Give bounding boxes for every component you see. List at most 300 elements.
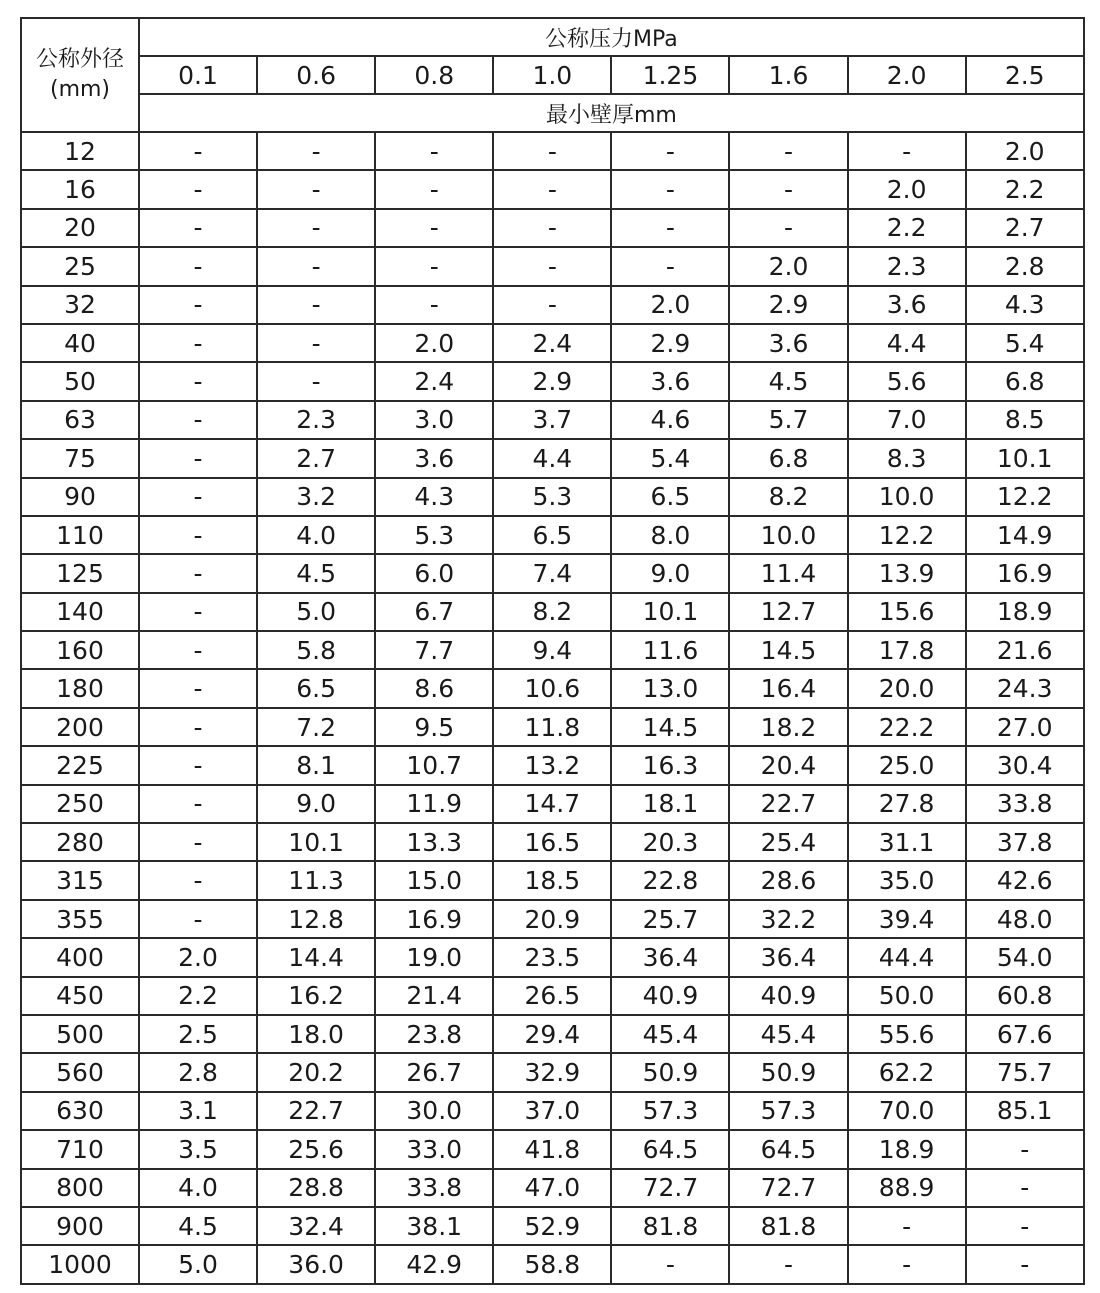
pressure-column-header: 1.6 — [729, 56, 847, 94]
wall-thickness-cell: 2.8 — [966, 247, 1084, 285]
wall-thickness-cell: 11.6 — [611, 631, 729, 669]
wall-thickness-cell: 5.4 — [966, 324, 1084, 362]
wall-thickness-cell: 33.0 — [375, 1130, 493, 1168]
wall-thickness-cell: - — [139, 132, 257, 170]
wall-thickness-cell: 10.0 — [729, 516, 847, 554]
wall-thickness-cell: - — [611, 1245, 729, 1283]
pressure-column-header: 0.8 — [375, 56, 493, 94]
wall-thickness-cell: 18.0 — [257, 1015, 375, 1053]
wall-thickness-cell: - — [139, 823, 257, 861]
wall-thickness-cell: 8.1 — [257, 746, 375, 784]
table-row — [21, 516, 1084, 554]
outer-diameter-cell: 500 — [21, 1015, 139, 1053]
table-row — [21, 554, 1084, 592]
wall-thickness-cell: 2.2 — [139, 977, 257, 1015]
wall-thickness-cell: 4.0 — [257, 516, 375, 554]
wall-thickness-cell: 30.4 — [966, 746, 1084, 784]
wall-thickness-cell: - — [375, 209, 493, 247]
wall-thickness-cell: 35.0 — [848, 861, 966, 899]
wall-thickness-cell: 16.2 — [257, 977, 375, 1015]
pressure-column-header: 0.1 — [139, 56, 257, 94]
table-row — [21, 1092, 1084, 1130]
wall-thickness-cell: - — [848, 1245, 966, 1283]
pressure-column-header: 1.25 — [611, 56, 729, 94]
wall-thickness-cell: - — [139, 362, 257, 400]
wall-thickness-cell: 16.3 — [611, 746, 729, 784]
table-row — [21, 1053, 1084, 1091]
outer-diameter-header — [21, 18, 139, 132]
wall-thickness-cell: 5.4 — [611, 439, 729, 477]
wall-thickness-cell: - — [139, 785, 257, 823]
wall-thickness-cell: 7.0 — [848, 401, 966, 439]
table-row — [21, 631, 1084, 669]
wall-thickness-cell: 20.4 — [729, 746, 847, 784]
wall-thickness-cell: - — [139, 324, 257, 362]
outer-diameter-cell: 225 — [21, 746, 139, 784]
wall-thickness-cell: 5.3 — [375, 516, 493, 554]
wall-thickness-cell: 58.8 — [493, 1245, 611, 1283]
outer-diameter-cell: 315 — [21, 861, 139, 899]
wall-thickness-cell: 26.5 — [493, 977, 611, 1015]
wall-thickness-cell: 10.1 — [966, 439, 1084, 477]
wall-thickness-cell: 31.1 — [848, 823, 966, 861]
wall-thickness-cell: 40.9 — [729, 977, 847, 1015]
pressure-column-header: 1.0 — [493, 56, 611, 94]
wall-thickness-cell: - — [139, 247, 257, 285]
wall-thickness-cell: - — [257, 324, 375, 362]
wall-thickness-cell: 6.5 — [611, 478, 729, 516]
outer-diameter-cell: 710 — [21, 1130, 139, 1168]
wall-thickness-cell: 2.0 — [375, 324, 493, 362]
wall-thickness-cell: 3.6 — [729, 324, 847, 362]
wall-thickness-cell: 30.0 — [375, 1092, 493, 1130]
wall-thickness-cell: 6.5 — [493, 516, 611, 554]
wall-thickness-cell: 3.2 — [257, 478, 375, 516]
wall-thickness-cell: 16.9 — [966, 554, 1084, 592]
wall-thickness-cell: 6.8 — [729, 439, 847, 477]
wall-thickness-cell: 18.2 — [729, 708, 847, 746]
wall-thickness-cell: 3.1 — [139, 1092, 257, 1130]
wall-thickness-cell: 33.8 — [966, 785, 1084, 823]
wall-thickness-cell: 7.7 — [375, 631, 493, 669]
table-row — [21, 669, 1084, 707]
table-row — [21, 362, 1084, 400]
wall-thickness-cell: 85.1 — [966, 1092, 1084, 1130]
wall-thickness-cell: 6.5 — [257, 669, 375, 707]
wall-thickness-cell: 54.0 — [966, 938, 1084, 976]
wall-thickness-cell: 9.4 — [493, 631, 611, 669]
wall-thickness-cell: 5.3 — [493, 478, 611, 516]
wall-thickness-cell: 67.6 — [966, 1015, 1084, 1053]
table-row — [21, 170, 1084, 208]
wall-thickness-cell: 22.7 — [257, 1092, 375, 1130]
wall-thickness-cell: 29.4 — [493, 1015, 611, 1053]
wall-thickness-cell: 6.0 — [375, 554, 493, 592]
wall-thickness-cell: 50.9 — [729, 1053, 847, 1091]
wall-thickness-cell: 37.0 — [493, 1092, 611, 1130]
od-label-line1: 公称外径 — [35, 47, 124, 72]
wall-thickness-cell: 3.0 — [375, 401, 493, 439]
outer-diameter-cell: 110 — [21, 516, 139, 554]
wall-thickness-cell: - — [257, 209, 375, 247]
wall-thickness-cell: - — [139, 439, 257, 477]
wall-thickness-cell: 2.9 — [611, 324, 729, 362]
wall-thickness-cell: 16.9 — [375, 900, 493, 938]
wall-thickness-cell: 20.2 — [257, 1053, 375, 1091]
table-row — [21, 1015, 1084, 1053]
wall-thickness-cell: - — [375, 170, 493, 208]
wall-thickness-cell: 10.6 — [493, 669, 611, 707]
wall-thickness-cell: 10.1 — [257, 823, 375, 861]
wall-thickness-cell: 25.4 — [729, 823, 847, 861]
wall-thickness-cell: 81.8 — [729, 1207, 847, 1245]
outer-diameter-cell: 450 — [21, 977, 139, 1015]
wall-thickness-cell: - — [257, 362, 375, 400]
wall-thickness-cell: 4.3 — [375, 478, 493, 516]
wall-thickness-cell: 2.4 — [493, 324, 611, 362]
wall-thickness-cell: 3.6 — [375, 439, 493, 477]
wall-thickness-cell: 75.7 — [966, 1053, 1084, 1091]
wall-thickness-cell: 24.3 — [966, 669, 1084, 707]
outer-diameter-cell: 40 — [21, 324, 139, 362]
wall-thickness-cell: 70.0 — [848, 1092, 966, 1130]
wall-thickness-cell: 14.9 — [966, 516, 1084, 554]
wall-thickness-cell: 16.4 — [729, 669, 847, 707]
wall-thickness-cell: 8.0 — [611, 516, 729, 554]
wall-thickness-cell: - — [139, 209, 257, 247]
wall-thickness-cell: 4.0 — [139, 1169, 257, 1207]
wall-thickness-cell: 2.7 — [257, 439, 375, 477]
wall-thickness-cell: 4.3 — [966, 286, 1084, 324]
wall-thickness-cell: 4.5 — [729, 362, 847, 400]
wall-thickness-cell: - — [729, 170, 847, 208]
wall-thickness-cell: 23.5 — [493, 938, 611, 976]
wall-thickness-cell: - — [966, 1169, 1084, 1207]
wall-thickness-cell: 16.5 — [493, 823, 611, 861]
wall-thickness-cell: 12.2 — [966, 478, 1084, 516]
outer-diameter-cell: 25 — [21, 247, 139, 285]
wall-thickness-cell: 4.4 — [493, 439, 611, 477]
wall-thickness-cell: 28.8 — [257, 1169, 375, 1207]
outer-diameter-cell: 16 — [21, 170, 139, 208]
wall-thickness-cell: 6.7 — [375, 593, 493, 631]
wall-thickness-cell: - — [257, 132, 375, 170]
table-row — [21, 746, 1084, 784]
wall-thickness-cell: - — [139, 708, 257, 746]
wall-thickness-cell: 47.0 — [493, 1169, 611, 1207]
wall-thickness-cell: 5.6 — [848, 362, 966, 400]
outer-diameter-cell: 140 — [21, 593, 139, 631]
outer-diameter-cell: 800 — [21, 1169, 139, 1207]
outer-diameter-cell: 12 — [21, 132, 139, 170]
wall-thickness-cell: 11.8 — [493, 708, 611, 746]
table-row — [21, 439, 1084, 477]
outer-diameter-cell: 250 — [21, 785, 139, 823]
wall-thickness-cell: 37.8 — [966, 823, 1084, 861]
wall-thickness-cell: - — [848, 1207, 966, 1245]
wall-thickness-cell: 14.5 — [729, 631, 847, 669]
wall-thickness-cell: 32.4 — [257, 1207, 375, 1245]
wall-thickness-header: 最小壁厚mm — [139, 94, 1084, 132]
wall-thickness-cell: 27.8 — [848, 785, 966, 823]
outer-diameter-cell: 50 — [21, 362, 139, 400]
wall-thickness-cell: - — [966, 1207, 1084, 1245]
table-row — [21, 1169, 1084, 1207]
wall-thickness-cell: 62.2 — [848, 1053, 966, 1091]
table-row — [21, 286, 1084, 324]
wall-thickness-cell: 20.0 — [848, 669, 966, 707]
wall-thickness-cell: - — [375, 132, 493, 170]
table-row — [21, 401, 1084, 439]
wall-thickness-cell: - — [611, 209, 729, 247]
wall-thickness-cell: 2.4 — [375, 362, 493, 400]
wall-thickness-cell: 4.4 — [848, 324, 966, 362]
wall-thickness-cell: 2.9 — [493, 362, 611, 400]
wall-thickness-cell: 50.9 — [611, 1053, 729, 1091]
table-row — [21, 1130, 1084, 1168]
wall-thickness-cell: 12.2 — [848, 516, 966, 554]
wall-thickness-cell: 36.4 — [611, 938, 729, 976]
wall-thickness-cell: 72.7 — [611, 1169, 729, 1207]
wall-thickness-cell: 11.3 — [257, 861, 375, 899]
wall-thickness-cell: 2.2 — [848, 209, 966, 247]
wall-thickness-cell: 9.0 — [257, 785, 375, 823]
table-row — [21, 861, 1084, 899]
wall-thickness-cell: 36.4 — [729, 938, 847, 976]
wall-thickness-cell: 10.7 — [375, 746, 493, 784]
wall-thickness-cell: 9.0 — [611, 554, 729, 592]
wall-thickness-cell: 39.4 — [848, 900, 966, 938]
table-row — [21, 900, 1084, 938]
wall-thickness-cell: 23.8 — [375, 1015, 493, 1053]
wall-thickness-cell: - — [375, 247, 493, 285]
wall-thickness-cell: 8.5 — [966, 401, 1084, 439]
wall-thickness-cell: 2.0 — [729, 247, 847, 285]
wall-thickness-cell: 27.0 — [966, 708, 1084, 746]
outer-diameter-cell: 200 — [21, 708, 139, 746]
wall-thickness-cell: 44.4 — [848, 938, 966, 976]
wall-thickness-cell: 2.0 — [966, 132, 1084, 170]
wall-thickness-cell: 19.0 — [375, 938, 493, 976]
wall-thickness-cell: 11.9 — [375, 785, 493, 823]
wall-thickness-cell: 38.1 — [375, 1207, 493, 1245]
outer-diameter-cell: 560 — [21, 1053, 139, 1091]
wall-thickness-cell: 4.5 — [139, 1207, 257, 1245]
wall-thickness-cell: 5.0 — [257, 593, 375, 631]
wall-thickness-cell: 25.0 — [848, 746, 966, 784]
wall-thickness-cell: 14.4 — [257, 938, 375, 976]
wall-thickness-cell: - — [375, 286, 493, 324]
wall-thickness-cell: 6.8 — [966, 362, 1084, 400]
table-row — [21, 785, 1084, 823]
wall-thickness-cell: - — [139, 401, 257, 439]
outer-diameter-cell: 355 — [21, 900, 139, 938]
wall-thickness-cell: 52.9 — [493, 1207, 611, 1245]
table-row — [21, 209, 1084, 247]
table-row — [21, 478, 1084, 516]
wall-thickness-cell: 60.8 — [966, 977, 1084, 1015]
wall-thickness-cell: 13.2 — [493, 746, 611, 784]
wall-thickness-cell: 2.0 — [139, 938, 257, 976]
wall-thickness-cell: 8.3 — [848, 439, 966, 477]
wall-thickness-cell: 18.9 — [848, 1130, 966, 1168]
wall-thickness-cell: 4.5 — [257, 554, 375, 592]
wall-thickness-cell: 18.9 — [966, 593, 1084, 631]
wall-thickness-cell: - — [139, 478, 257, 516]
wall-thickness-cell: 41.8 — [493, 1130, 611, 1168]
wall-thickness-cell: 42.9 — [375, 1245, 493, 1283]
wall-thickness-cell: 3.5 — [139, 1130, 257, 1168]
wall-thickness-cell: 45.4 — [729, 1015, 847, 1053]
wall-thickness-cell: - — [139, 593, 257, 631]
outer-diameter-cell: 630 — [21, 1092, 139, 1130]
wall-thickness-cell: 32.9 — [493, 1053, 611, 1091]
wall-thickness-cell: 2.9 — [729, 286, 847, 324]
table-row — [21, 132, 1084, 170]
wall-thickness-cell: 5.7 — [729, 401, 847, 439]
wall-thickness-cell: 57.3 — [729, 1092, 847, 1130]
wall-thickness-cell: - — [139, 170, 257, 208]
wall-thickness-cell: 26.7 — [375, 1053, 493, 1091]
wall-thickness-cell: 81.8 — [611, 1207, 729, 1245]
wall-thickness-cell: 10.0 — [848, 478, 966, 516]
wall-thickness-cell: - — [611, 170, 729, 208]
wall-thickness-cell: - — [139, 746, 257, 784]
wall-thickness-cell: 20.9 — [493, 900, 611, 938]
wall-thickness-cell: 2.3 — [848, 247, 966, 285]
table-row — [21, 977, 1084, 1015]
pressure-column-header: 2.0 — [848, 56, 966, 94]
wall-thickness-cell: 64.5 — [611, 1130, 729, 1168]
wall-thickness-cell: 72.7 — [729, 1169, 847, 1207]
wall-thickness-cell: - — [611, 247, 729, 285]
wall-thickness-cell: 2.0 — [848, 170, 966, 208]
wall-thickness-cell: 13.9 — [848, 554, 966, 592]
wall-thickness-cell: 42.6 — [966, 861, 1084, 899]
pressure-header: 公称压力MPa — [139, 18, 1084, 56]
wall-thickness-cell: 12.7 — [729, 593, 847, 631]
wall-thickness-cell: 28.6 — [729, 861, 847, 899]
wall-thickness-cell: - — [493, 170, 611, 208]
wall-thickness-cell: 48.0 — [966, 900, 1084, 938]
outer-diameter-cell: 400 — [21, 938, 139, 976]
wall-thickness-cell: - — [139, 861, 257, 899]
outer-diameter-cell: 180 — [21, 669, 139, 707]
outer-diameter-cell: 32 — [21, 286, 139, 324]
wall-thickness-cell: 25.6 — [257, 1130, 375, 1168]
outer-diameter-cell: 125 — [21, 554, 139, 592]
wall-thickness-cell: 36.0 — [257, 1245, 375, 1283]
wall-thickness-cell: 21.4 — [375, 977, 493, 1015]
wall-thickness-cell: 32.2 — [729, 900, 847, 938]
wall-thickness-cell: 40.9 — [611, 977, 729, 1015]
wall-thickness-cell: 17.8 — [848, 631, 966, 669]
wall-thickness-cell: 15.0 — [375, 861, 493, 899]
table-row — [21, 938, 1084, 976]
wall-thickness-cell: 22.2 — [848, 708, 966, 746]
wall-thickness-cell: - — [729, 1245, 847, 1283]
table-body — [21, 132, 1084, 1284]
wall-thickness-cell: 3.6 — [848, 286, 966, 324]
wall-thickness-cell: 13.0 — [611, 669, 729, 707]
wall-thickness-cell: 7.2 — [257, 708, 375, 746]
wall-thickness-cell: 2.8 — [139, 1053, 257, 1091]
wall-thickness-cell: 5.8 — [257, 631, 375, 669]
wall-thickness-cell: 14.5 — [611, 708, 729, 746]
wall-thickness-cell: 12.8 — [257, 900, 375, 938]
wall-thickness-cell: 15.6 — [848, 593, 966, 631]
outer-diameter-cell: 280 — [21, 823, 139, 861]
wall-thickness-cell: 22.7 — [729, 785, 847, 823]
table-row — [21, 247, 1084, 285]
table-row — [21, 593, 1084, 631]
wall-thickness-cell: - — [493, 286, 611, 324]
wall-thickness-cell: 33.8 — [375, 1169, 493, 1207]
wall-thickness-cell: - — [139, 554, 257, 592]
wall-thickness-cell: - — [493, 132, 611, 170]
wall-thickness-cell: 13.3 — [375, 823, 493, 861]
wall-thickness-cell: - — [966, 1130, 1084, 1168]
wall-thickness-cell: 50.0 — [848, 977, 966, 1015]
wall-thickness-cell: 4.6 — [611, 401, 729, 439]
outer-diameter-cell: 63 — [21, 401, 139, 439]
table-row — [21, 823, 1084, 861]
wall-thickness-cell: 64.5 — [729, 1130, 847, 1168]
outer-diameter-cell: 75 — [21, 439, 139, 477]
wall-thickness-cell: 18.5 — [493, 861, 611, 899]
wall-thickness-cell: 18.1 — [611, 785, 729, 823]
table-row — [21, 1245, 1084, 1283]
wall-thickness-cell: 25.7 — [611, 900, 729, 938]
wall-thickness-cell: 45.4 — [611, 1015, 729, 1053]
wall-thickness-cell: 2.3 — [257, 401, 375, 439]
wall-thickness-cell: 7.4 — [493, 554, 611, 592]
outer-diameter-cell: 900 — [21, 1207, 139, 1245]
table-row — [21, 324, 1084, 362]
wall-thickness-cell: 2.7 — [966, 209, 1084, 247]
wall-thickness-cell: 2.0 — [611, 286, 729, 324]
wall-thickness-cell: 88.9 — [848, 1169, 966, 1207]
wall-thickness-cell: - — [848, 132, 966, 170]
wall-thickness-cell: - — [257, 247, 375, 285]
wall-thickness-cell: - — [729, 132, 847, 170]
table-row — [21, 1207, 1084, 1245]
wall-thickness-cell: 9.5 — [375, 708, 493, 746]
wall-thickness-cell: 3.6 — [611, 362, 729, 400]
wall-thickness-cell: - — [493, 247, 611, 285]
outer-diameter-cell: 90 — [21, 478, 139, 516]
wall-thickness-cell: 22.8 — [611, 861, 729, 899]
wall-thickness-cell: - — [139, 516, 257, 554]
wall-thickness-cell: 14.7 — [493, 785, 611, 823]
wall-thickness-cell: 10.1 — [611, 593, 729, 631]
wall-thickness-cell: 8.2 — [729, 478, 847, 516]
wall-thickness-cell: - — [139, 900, 257, 938]
wall-thickness-cell: 21.6 — [966, 631, 1084, 669]
outer-diameter-cell: 20 — [21, 209, 139, 247]
wall-thickness-cell: 8.2 — [493, 593, 611, 631]
wall-thickness-cell: 20.3 — [611, 823, 729, 861]
wall-thickness-cell: - — [966, 1245, 1084, 1283]
wall-thickness-cell: 5.0 — [139, 1245, 257, 1283]
wall-thickness-cell: - — [611, 132, 729, 170]
wall-thickness-table — [20, 17, 1085, 1285]
wall-thickness-cell: - — [257, 170, 375, 208]
outer-diameter-cell: 160 — [21, 631, 139, 669]
wall-thickness-cell: - — [139, 631, 257, 669]
wall-thickness-cell: 11.4 — [729, 554, 847, 592]
wall-thickness-cell: 2.5 — [139, 1015, 257, 1053]
